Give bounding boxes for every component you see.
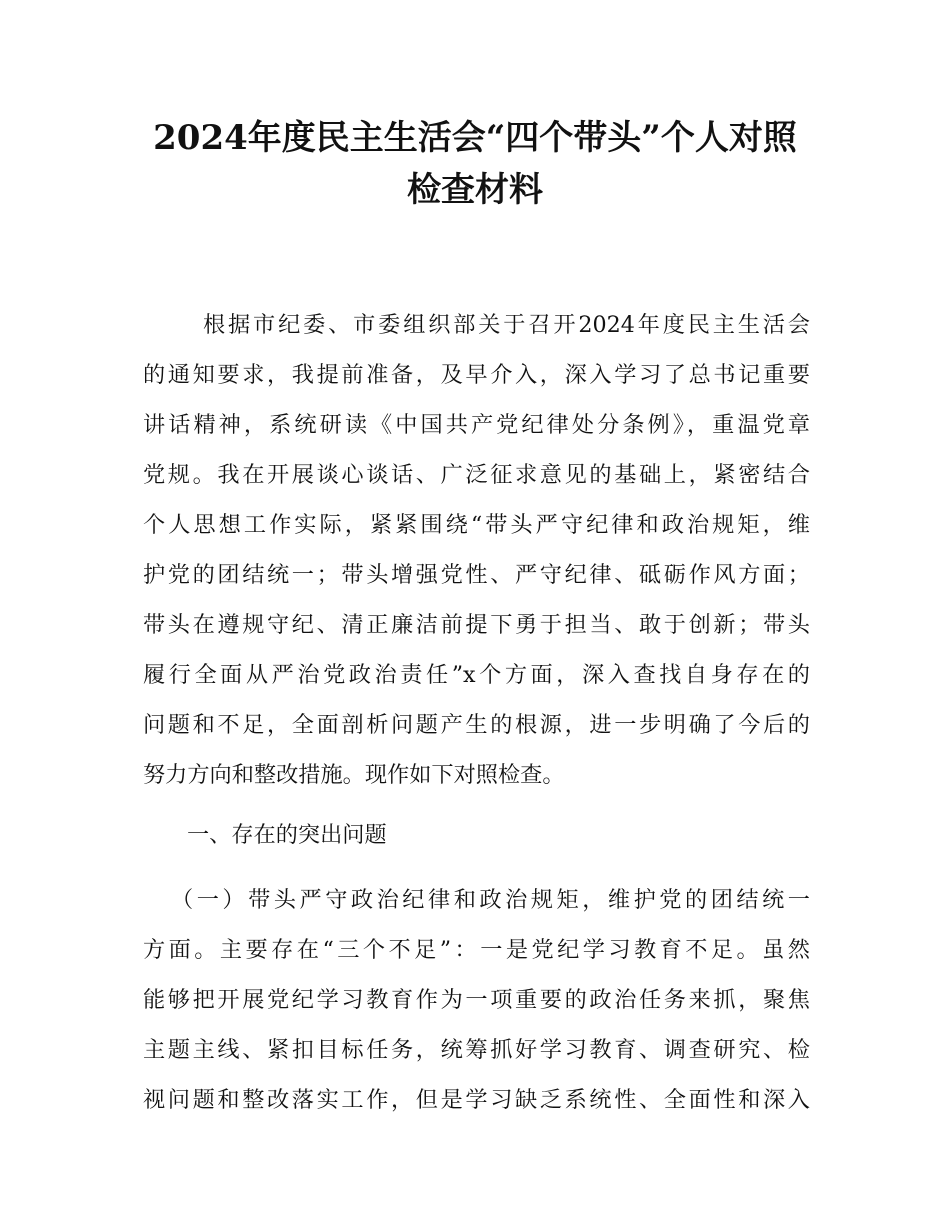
- section-1-line-4: 主题主线、紧扣目标任务，统筹抓好学习教育、调查研究、检: [143, 1037, 810, 1063]
- intro-line-10: 努力方向和整改措施。现作如下对照检查。: [143, 762, 565, 788]
- intro-line-1: 根据市纪委、市委组织部关于召开2024年度民主生活会: [203, 312, 810, 338]
- title-line-1: 2024年度民主生活会“四个带头”个人对照: [153, 118, 797, 158]
- section-heading-text: 一、存在的突出问题: [187, 822, 387, 848]
- intro-paragraph: [143, 300, 810, 800]
- section-1-line-2: 方面。主要存在“三个不足”：一是党纪学习教育不足。虽然: [143, 937, 810, 963]
- document-title: [100, 112, 850, 216]
- section-heading: [143, 810, 810, 860]
- section-1-line-1: （一）带头严守政治纪律和政治规矩，维护党的团结统一: [171, 887, 810, 913]
- intro-line-2: 的通知要求，我提前准备，及早介入，深入学习了总书记重要: [143, 362, 810, 388]
- intro-line-3: 讲话精神，系统研读《中国共产党纪律处分条例》，重温党章: [143, 412, 810, 438]
- intro-line-8: 履行全面从严治党政治责任”x个方面，深入查找自身存在的: [143, 662, 810, 688]
- section-1-paragraph: [143, 875, 810, 1125]
- intro-line-9: 问题和不足，全面剖析问题产生的根源，进一步明确了今后的: [143, 712, 810, 738]
- section-1-line-5: 视问题和整改落实工作，但是学习缺乏系统性、全面性和深入: [143, 1087, 810, 1113]
- section-1-line-3: 能够把开展党纪学习教育作为一项重要的政治任务来抓，聚焦: [143, 987, 810, 1013]
- intro-line-7: 带头在遵规守纪、清正廉洁前提下勇于担当、敢于创新；带头: [143, 612, 810, 638]
- intro-line-6: 护党的团结统一；带头增强党性、严守纪律、砥砺作风方面；: [143, 562, 810, 588]
- title-line-2: 检查材料: [407, 170, 543, 210]
- intro-line-5: 个人思想工作实际，紧紧围绕“带头严守纪律和政治规矩，维: [143, 512, 810, 538]
- intro-line-4: 党规。我在开展谈心谈话、广泛征求意见的基础上，紧密结合: [143, 462, 810, 488]
